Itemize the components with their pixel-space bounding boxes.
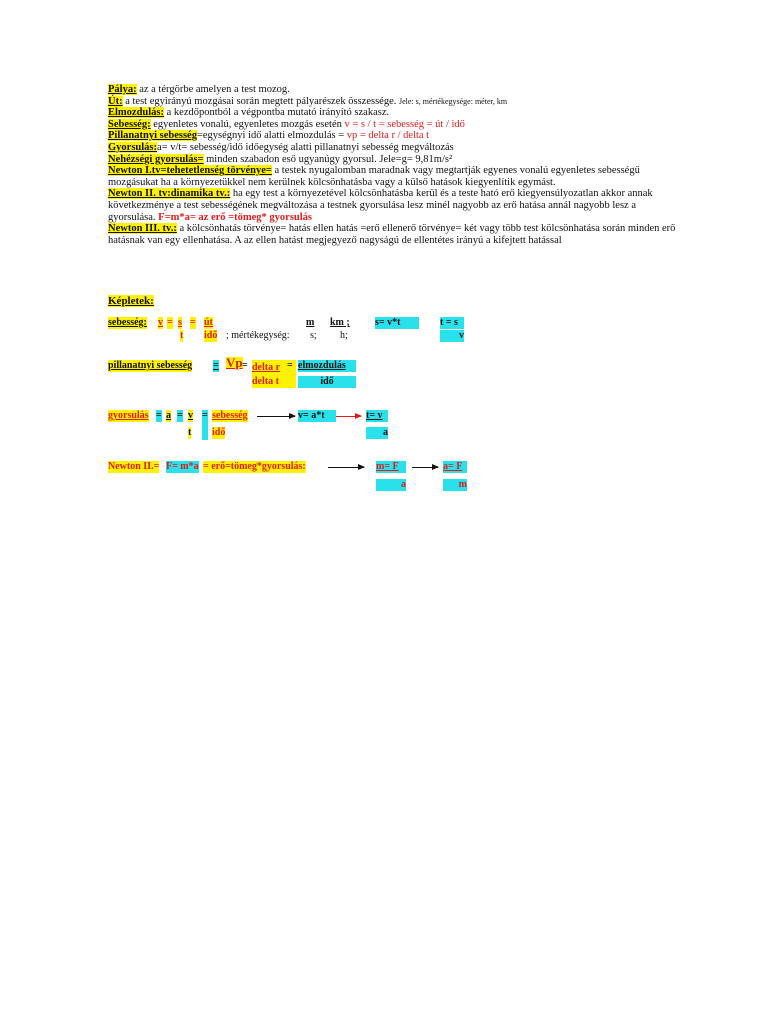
f3-v-formula: v= a*t — [298, 410, 336, 422]
f2-ido: idő — [298, 376, 356, 388]
f4-formula: F= m*a — [166, 461, 199, 472]
arrow-icon — [257, 416, 295, 417]
f4-m-top: m= F — [376, 461, 406, 473]
def-palya: Pálya: az a térgörbe amelyen a test mozog. — [108, 84, 290, 95]
def-newton3: Newton III. tv.: a kölcsönhatás törvénye= hatás ellen hatás =erő ellenerő törvénye= két vagy több test kölcsönhatása során minden erő hatásnak van egy ellenhatása. A az ellen hatást megjegyező nagyságú de ellentétes irányú a kifejtett hatással — [108, 223, 676, 246]
f3-label: gyorsulás — [108, 410, 149, 421]
f4-a-top: a= F — [443, 461, 467, 473]
f3-sebesseg: sebesség — [212, 410, 248, 421]
f1-s-formula: s= v*t — [375, 317, 419, 329]
f4-rest: = erő=tömeg*gyorsulás: — [203, 461, 306, 472]
def-ut: Út: a test egyirányú mozgásai során megtett pályarészek összessége. Jele: s, mértékegysége: méter, km — [108, 95, 508, 107]
f1-t-bot: v — [440, 330, 464, 342]
f3-t: t — [188, 427, 192, 438]
arrow-icon — [328, 467, 364, 468]
def-pillanatnyi: Pillanatnyi sebesség=egységnyi idő alatti elmozdulás = vp = delta r / delta t — [108, 130, 430, 142]
def-nehezsegi: Nehézségi gyorsulás= minden szabadon eső ugyanúgy gyorsul. Jele=g= 9,81m/s² — [108, 153, 453, 165]
f1-km: km ; — [330, 317, 350, 328]
term-palya: Pálya: — [108, 84, 137, 95]
f2-label: pillanatnyi sebesség — [108, 360, 193, 371]
def-sebesseg: Sebesség: egyenletes vonalú, egyenletes mozgás esetén v = s / t = sebesség = út / idő — [108, 118, 465, 130]
arrow-icon — [412, 467, 438, 468]
f1-v: v — [158, 317, 163, 328]
f1-m: m — [306, 317, 315, 328]
term-nehezsegi: Nehézségi gyorsulás= — [108, 153, 204, 165]
definitions-block — [108, 84, 678, 246]
f4-label: Newton II.= — [108, 461, 160, 472]
f1-ido: idő — [204, 330, 218, 341]
f1-ut: út — [204, 317, 213, 328]
f4-a-bot: m — [443, 479, 467, 491]
term-gyorsulas: Gyorsulás: — [108, 141, 158, 153]
f2-vp: Vp — [226, 355, 243, 370]
f2-delta-t: delta t — [252, 376, 296, 388]
term-newton1: Newton I.tv=tehetetlenség törvénye= — [108, 165, 272, 177]
f3-v: v — [188, 410, 193, 421]
f1-s-unit: s; — [310, 330, 317, 341]
term-elmozdulas: Elmozdulás: — [108, 107, 165, 119]
f1-t: t — [180, 330, 184, 341]
f2-elmozdulas: elmozdulás — [298, 360, 356, 372]
f3-a: a — [166, 410, 171, 421]
arrow-icon — [336, 416, 361, 417]
term-newton3: Newton III. tv.: — [108, 223, 177, 235]
f2-delta-r: delta r — [252, 360, 296, 376]
f3-ido: idő — [212, 427, 226, 438]
f1-units: ; mértékegység: — [226, 330, 290, 341]
f3-t-bot: a — [366, 427, 388, 439]
formulas-heading: Képletek: — [108, 295, 154, 307]
f1-s: s — [178, 317, 182, 328]
f4-m-bot: a — [376, 479, 406, 491]
def-elmozdulas: Elmozdulás: a kezdőpontból a végpontba mutató irányító szakasz. — [108, 107, 390, 119]
term-pillanatnyi: Pillanatnyi sebesség — [108, 130, 197, 142]
def-newton1: Newton I.tv=tehetetlenség törvénye= a testek nyugalomban maradnak vagy megtartják egyenes vonalú egyenletes sebességű mozgásukat ha a környezetükkel nem kerülnek kölcsönhatásba vagy a külső hatások kiegyenlítik egymást. — [108, 165, 640, 188]
f3-t-top: t= v — [366, 410, 388, 422]
f1-t-top: t = s — [440, 317, 464, 329]
f1-label: sebesség: — [108, 317, 147, 328]
term-ut: Út: — [108, 95, 123, 107]
f1-h: h; — [340, 330, 348, 341]
term-newton2: Newton II. tv:dinamika tv.: — [108, 188, 231, 200]
term-sebesseg: Sebesség: — [108, 118, 151, 130]
def-gyorsulas: Gyorsulás:a= v/t= sebesség/idő időegység alatti pillanatnyi sebesség megváltozás — [108, 141, 454, 153]
def-newton2: Newton II. tv:dinamika tv.: ha egy test a környezetével kölcsönhatásba kerül és a teste ható erő kiegyensúlyozatlan akkor annak következménye a test sebességének megváltozása a testnek gyorsulása lesz minél nagyobb az erő hatása annál nagyobb lesz a gyorsulása. F=m*a= az erő =tömeg* gyorsulás — [108, 188, 653, 223]
